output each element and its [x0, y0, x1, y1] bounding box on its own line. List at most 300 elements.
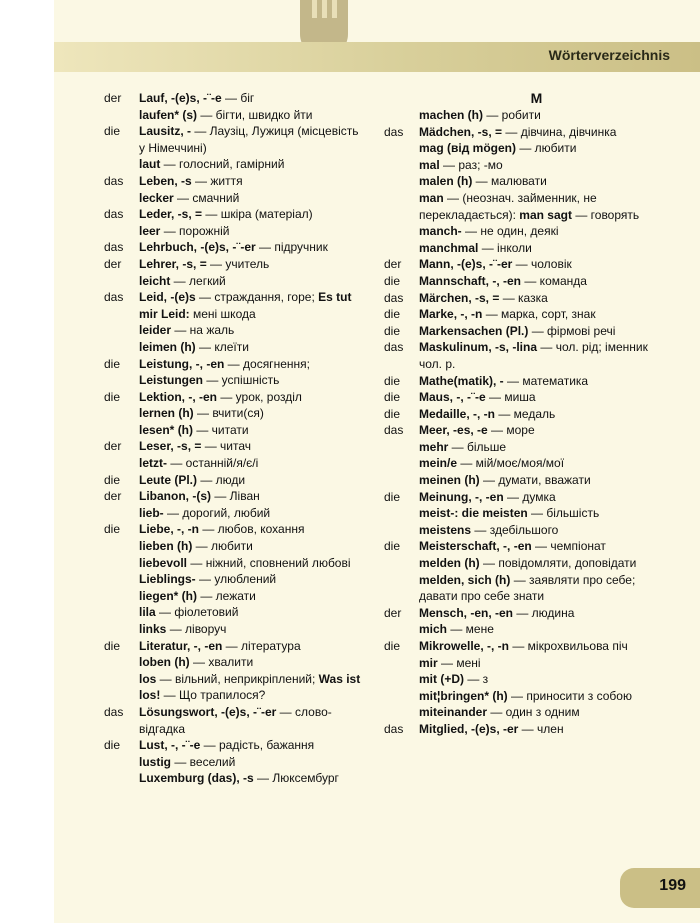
entry-definition: — смачний [173, 190, 240, 205]
entry-body [419, 290, 654, 307]
entry-body [139, 438, 366, 455]
entry-body [139, 472, 366, 489]
entry-article: der [104, 489, 122, 504]
entry-article: die [104, 356, 121, 371]
entry-term: Markensachen (Pl.) [419, 323, 529, 338]
entry-definition: — любов, кохання [199, 522, 305, 537]
dictionary-entry [104, 754, 366, 771]
entry-term: mag (від mögen) [419, 141, 516, 156]
right-entries [384, 107, 654, 738]
entry-body [139, 671, 366, 704]
entry-term: Mädchen, -s, = [419, 124, 503, 139]
entry-article: der [104, 256, 122, 271]
entry-term: meinen (h) [419, 473, 480, 488]
entry-body [139, 538, 366, 555]
entry-article: die [384, 406, 401, 421]
entry-article [104, 422, 139, 439]
entry-body [419, 655, 654, 672]
entry-definition: — миша [485, 390, 536, 405]
entry-term: leicht [139, 273, 171, 288]
entry-article [104, 223, 139, 240]
entry-article [104, 555, 139, 572]
entry-body [139, 289, 366, 322]
entry-body [419, 373, 654, 390]
entry-body [419, 406, 654, 423]
entry-definition: — чоловік [512, 257, 572, 272]
dictionary-entry [104, 123, 366, 156]
entry-term: Lehrer, -s, = [139, 256, 207, 271]
entry-term: Lehrbuch, -(e)s, -¨-er [139, 240, 256, 255]
entry-definition: — приносити з собою [507, 688, 632, 703]
header-band [54, 42, 700, 72]
entry-body [139, 273, 366, 290]
entry-body [139, 571, 366, 588]
dictionary-entry [384, 406, 654, 423]
entry-definition: — біг [221, 91, 255, 105]
dictionary-entry [384, 439, 654, 456]
entry-body [139, 505, 366, 522]
entry-term: mit¦bringen* (h) [419, 688, 508, 703]
dictionary-entry [384, 688, 654, 705]
entry-article: der [104, 439, 122, 454]
entry-term: mal [419, 157, 440, 172]
entry-term: Lust, -, -¨-e [139, 738, 201, 753]
dictionary-entry [104, 521, 366, 538]
entry-article [384, 621, 419, 638]
entry-body [139, 356, 366, 389]
entry-definition: — хвалити [189, 655, 254, 670]
entry-body [139, 621, 366, 638]
dictionary-entry [384, 273, 654, 290]
entry-term: Leser, -s, = [139, 439, 202, 454]
entry-definition: — улюблений [195, 572, 277, 587]
tab-stripe [332, 0, 337, 18]
dictionary-entry [384, 538, 654, 555]
entry-definition: — чол. рід; іменник чол. р. [419, 340, 648, 371]
page-number: 199 [659, 877, 686, 894]
entry-definition: — чемпіонат [531, 539, 606, 554]
entry-definition: — мікрохвильова піч [509, 639, 628, 653]
entry-definition: — останній/я/є/і [167, 456, 259, 471]
entry-article: das [384, 340, 404, 355]
entry-definition: — мій/моє/моя/мої [457, 456, 565, 471]
entry-term: mein/e [419, 456, 458, 471]
entry-body [139, 90, 366, 107]
entry-definition: — казка [499, 290, 548, 305]
entry-term: mich [419, 622, 448, 637]
entry-article: der [384, 257, 402, 272]
entry-definition: — люди [197, 472, 246, 487]
page-title: Wörterverzeichnis [548, 47, 670, 63]
entry-definition: — легкий [170, 273, 226, 288]
right-column [384, 90, 654, 738]
entry-body [419, 605, 654, 622]
entry-definition: — клеїти [195, 339, 249, 354]
dictionary-entry [384, 704, 654, 721]
dictionary-entry [384, 572, 654, 605]
entry-definition: — Що трапилося? [160, 688, 266, 703]
entry-body [139, 322, 366, 339]
entry-article: die [104, 738, 121, 753]
entry-body [419, 439, 654, 456]
entry-term: Lausitz, - [139, 124, 192, 139]
dictionary-entry [384, 124, 654, 141]
entry-term: Mensch, -en, -en [419, 605, 514, 620]
entry-definition: — Люксембург [253, 771, 339, 786]
dictionary-entry [384, 655, 654, 672]
entry-term: melden (h) [419, 556, 480, 571]
entry-term: Leute (Pl.) [139, 472, 198, 487]
entry-article: die [104, 124, 121, 139]
entry-body [139, 389, 366, 406]
dictionary-entry [104, 770, 366, 787]
entry-term: mir [419, 655, 438, 670]
dictionary-entry [104, 588, 366, 605]
dictionary-entry [104, 405, 366, 422]
entry-article [104, 654, 139, 671]
dictionary-entry [384, 621, 654, 638]
dictionary-entry [384, 489, 654, 506]
section-letter: M [530, 90, 543, 106]
entry-term: Leid, -(e)s [139, 290, 196, 305]
entry-term: Mann, -(e)s, -¨-er [419, 257, 513, 272]
entry-term: laut [139, 157, 161, 172]
page-number-tab [620, 868, 700, 908]
entry-body [419, 157, 654, 174]
entry-body [139, 405, 366, 422]
entry-term: mehr [419, 439, 449, 454]
entry-definition: — ліворуч [166, 622, 227, 636]
entry-term: leimen (h) [139, 339, 196, 354]
entry-body [139, 737, 366, 754]
entry-article: die [384, 373, 401, 388]
entry-article: der [104, 91, 122, 105]
entry-article [104, 156, 139, 173]
entry-term: Meisterschaft, -, -en [419, 539, 532, 554]
entry-body [419, 572, 654, 605]
entry-article: das [384, 423, 404, 438]
entry-body [139, 754, 366, 771]
entry-term: Lieblings- [139, 572, 196, 587]
dictionary-entry [104, 571, 366, 588]
entry-definition: мені шкода [189, 306, 256, 321]
dictionary-entry [384, 389, 654, 406]
dictionary-entry [104, 289, 366, 322]
entry-definition: — інколи [478, 240, 532, 255]
entry-article: das [104, 173, 124, 188]
entry-article [104, 107, 139, 124]
entry-term: machen (h) [419, 108, 484, 122]
dictionary-entry [104, 156, 366, 173]
entry-body [419, 621, 654, 638]
entry-article [384, 522, 419, 539]
entry-definition: — (неознач. займенник, не перекладається): [419, 190, 597, 222]
entry-definition: — Лаузіц, Лужиця (місцевість у Німеччині) [139, 124, 359, 155]
dictionary-entry [104, 654, 366, 671]
dictionary-entry [104, 356, 366, 389]
dictionary-entry [104, 339, 366, 356]
entry-term: lesen* (h) [139, 422, 194, 437]
entry-article [104, 273, 139, 290]
entry-body [139, 488, 366, 505]
entry-term: leider [139, 323, 172, 338]
entry-article [384, 688, 419, 705]
entry-body [419, 671, 654, 688]
entry-definition: — успішність [203, 373, 280, 388]
entry-definition: — робити [483, 108, 541, 122]
entry-term: links [139, 622, 167, 636]
entry-article [104, 190, 139, 207]
tab-stripe [312, 0, 317, 18]
entry-term: los [139, 671, 157, 686]
dictionary-entry [104, 322, 366, 339]
entry-definition: — мене [447, 622, 494, 637]
dictionary-entry [384, 157, 654, 174]
entry-term: lieben (h) [139, 539, 193, 554]
entry-body [139, 455, 366, 472]
entry-article [384, 157, 419, 174]
entry-body [419, 223, 654, 240]
entry-definition: — вільний, неприкріплений; [156, 671, 319, 686]
entry-article: die [384, 390, 401, 405]
entry-term: Märchen, -s, = [419, 290, 500, 305]
entry-definition: — заявляти про себе; давати про себе знати [419, 572, 636, 604]
entry-article: die [104, 472, 121, 487]
entry-article: die [104, 638, 121, 653]
entry-definition: — вчити(ся) [193, 406, 264, 421]
dictionary-entry [384, 505, 654, 522]
entry-body [139, 555, 366, 572]
entry-body [139, 588, 366, 605]
entry-term: Maskulinum, -s, -lina [419, 340, 538, 355]
entry-definition: — любити [516, 141, 577, 156]
entry-article: die [104, 522, 121, 537]
entry-article [104, 339, 139, 356]
entry-article: die [384, 639, 401, 653]
entry-article: das [104, 207, 124, 222]
entry-body [419, 173, 654, 190]
entry-definition: — не один, деякі [461, 224, 559, 239]
entry-body [419, 306, 654, 323]
entry-definition: — думка [503, 489, 556, 504]
dictionary-entry [104, 422, 366, 439]
entry-definition: — повідомляти, доповідати [479, 556, 637, 571]
entry-article [104, 538, 139, 555]
entry-article [384, 671, 419, 688]
entry-term: lieb- [139, 505, 164, 520]
dictionary-entry [104, 239, 366, 256]
dictionary-entry [104, 638, 366, 655]
entry-body [419, 190, 654, 223]
entry-body [139, 638, 366, 655]
entry-term: liebevoll [139, 555, 188, 570]
entry-definition: — дівчина, дівчинка [502, 124, 617, 139]
entry-definition: — учитель [206, 256, 270, 271]
entry-article [384, 704, 419, 721]
entry-definition: — життя [191, 173, 243, 188]
entry-definition: — один з одним [487, 705, 580, 720]
dictionary-entry [384, 555, 654, 572]
entry-definition: — Ліван [211, 489, 260, 504]
entry-term: meistens [419, 522, 472, 537]
entry-term: man sagt [519, 207, 572, 222]
entry-term: meist-: die meisten [419, 506, 528, 521]
entry-article: die [384, 273, 401, 288]
entry-definition: — читач [201, 439, 252, 454]
entry-body [139, 604, 366, 621]
entry-body [419, 124, 654, 141]
entry-article [384, 223, 419, 240]
dictionary-entry [384, 671, 654, 688]
entry-article: die [384, 489, 401, 504]
entry-body [419, 389, 654, 406]
dictionary-entry [104, 273, 366, 290]
entry-body [139, 173, 366, 190]
entry-body [419, 721, 654, 738]
entry-term: Meer, -es, -e [419, 423, 488, 438]
entry-term: Leben, -s [139, 173, 192, 188]
dictionary-entry [384, 455, 654, 472]
entry-body [419, 489, 654, 506]
entry-term: Was ist los! [139, 671, 361, 703]
entry-article [384, 240, 419, 257]
entry-definition: — член [518, 721, 564, 736]
entry-term: malen (h) [419, 174, 473, 189]
dictionary-entry [104, 538, 366, 555]
dictionary-entry [384, 256, 654, 273]
entry-article [104, 455, 139, 472]
entry-term: Maus, -, -¨-e [419, 390, 486, 405]
dictionary-entry [104, 505, 366, 522]
dictionary-entry [104, 190, 366, 207]
entry-definition: — команда [521, 273, 587, 288]
dictionary-entry [104, 455, 366, 472]
entry-term: Meinung, -, -en [419, 489, 504, 504]
dictionary-entry [104, 438, 366, 455]
dictionary-entry [384, 472, 654, 489]
entry-definition: — раз; -мо [439, 157, 503, 172]
entry-definition: — шкіра (матеріал) [202, 207, 313, 222]
dictionary-entry [384, 605, 654, 622]
entry-term: Luxemburg (das), -s [139, 771, 254, 786]
entry-body [139, 704, 366, 737]
entry-body [419, 323, 654, 340]
entry-article: das [104, 240, 124, 255]
entry-body [419, 555, 654, 572]
dictionary-entry [384, 107, 654, 124]
entry-definition: — море [487, 423, 535, 438]
dictionary-entry [104, 206, 366, 223]
entry-definition: — фіолетовий [155, 605, 239, 620]
entry-article [384, 555, 419, 572]
dictionary-entry [104, 223, 366, 240]
entry-body [419, 472, 654, 489]
entry-article [104, 571, 139, 588]
entry-term: manch- [419, 224, 462, 239]
entry-definition: — урок, розділ [217, 389, 302, 404]
entry-article [384, 505, 419, 522]
entry-body [139, 521, 366, 538]
entry-term: Mitglied, -(e)s, -er [419, 721, 519, 736]
entry-term: Leistungen [139, 373, 204, 388]
entry-article: das [104, 290, 124, 305]
entry-body [139, 339, 366, 356]
entry-definition: — порожній [160, 223, 230, 238]
entry-body [419, 505, 654, 522]
dictionary-entry [104, 671, 366, 704]
entry-article: die [104, 389, 121, 404]
entry-article [384, 455, 419, 472]
entry-article [384, 439, 419, 456]
entry-body [419, 638, 654, 655]
entry-body [139, 223, 366, 240]
entry-article [104, 671, 139, 704]
entry-article [104, 621, 139, 638]
dictionary-entry [384, 140, 654, 157]
entry-article [104, 322, 139, 339]
entry-body [419, 256, 654, 273]
entry-definition: — веселий [171, 754, 236, 769]
entry-term: Mannschaft, -, -en [419, 273, 522, 288]
entry-term: Mathe(matik), - [419, 373, 504, 388]
dictionary-entry [104, 472, 366, 489]
entry-term: laufen* (s) [139, 107, 198, 122]
entry-article [384, 655, 419, 672]
entry-body [419, 455, 654, 472]
entry-term: lernen (h) [139, 406, 194, 421]
dictionary-entry [104, 389, 366, 406]
entry-body [139, 256, 366, 273]
entry-body [419, 538, 654, 555]
entry-article [104, 754, 139, 771]
entry-body [419, 704, 654, 721]
entry-definition: — людина [513, 605, 575, 620]
entry-definition: — дорогий, любий [163, 505, 271, 520]
entry-definition: — більше [448, 439, 507, 454]
entry-term: Leder, -s, = [139, 207, 203, 222]
entry-definition: — думати, вважати [479, 473, 591, 488]
entry-body [139, 206, 366, 223]
dictionary-entry [384, 240, 654, 257]
entry-article: die [384, 323, 401, 338]
dictionary-entry [384, 373, 654, 390]
entry-definition: — радість, бажання [200, 738, 315, 753]
entry-article [384, 472, 419, 489]
dictionary-entry [104, 737, 366, 754]
entry-definition: — марка, сорт, знак [482, 307, 596, 322]
entry-term: Libanon, -(s) [139, 489, 211, 504]
entry-term: Lektion, -, -en [139, 389, 217, 404]
entry-body [419, 522, 654, 539]
entry-definition: — голосний, гамірний [160, 157, 285, 172]
entry-body [419, 107, 654, 124]
dictionary-entry [384, 223, 654, 240]
dictionary-entry [384, 422, 654, 439]
entry-term: man [419, 190, 444, 205]
entry-definition: — лежати [197, 588, 256, 603]
dictionary-entry [104, 90, 366, 107]
entry-term: Literatur, -, -en [139, 638, 223, 653]
entry-definition: — говорять [571, 207, 640, 222]
entry-article [384, 107, 419, 124]
dictionary-entry [104, 256, 366, 273]
entry-body [139, 123, 366, 156]
dictionary-entry [104, 704, 366, 737]
entry-definition: — математика [503, 373, 589, 388]
entry-term: lustig [139, 754, 171, 769]
entry-body [419, 688, 654, 705]
dictionary-entry [384, 638, 654, 655]
